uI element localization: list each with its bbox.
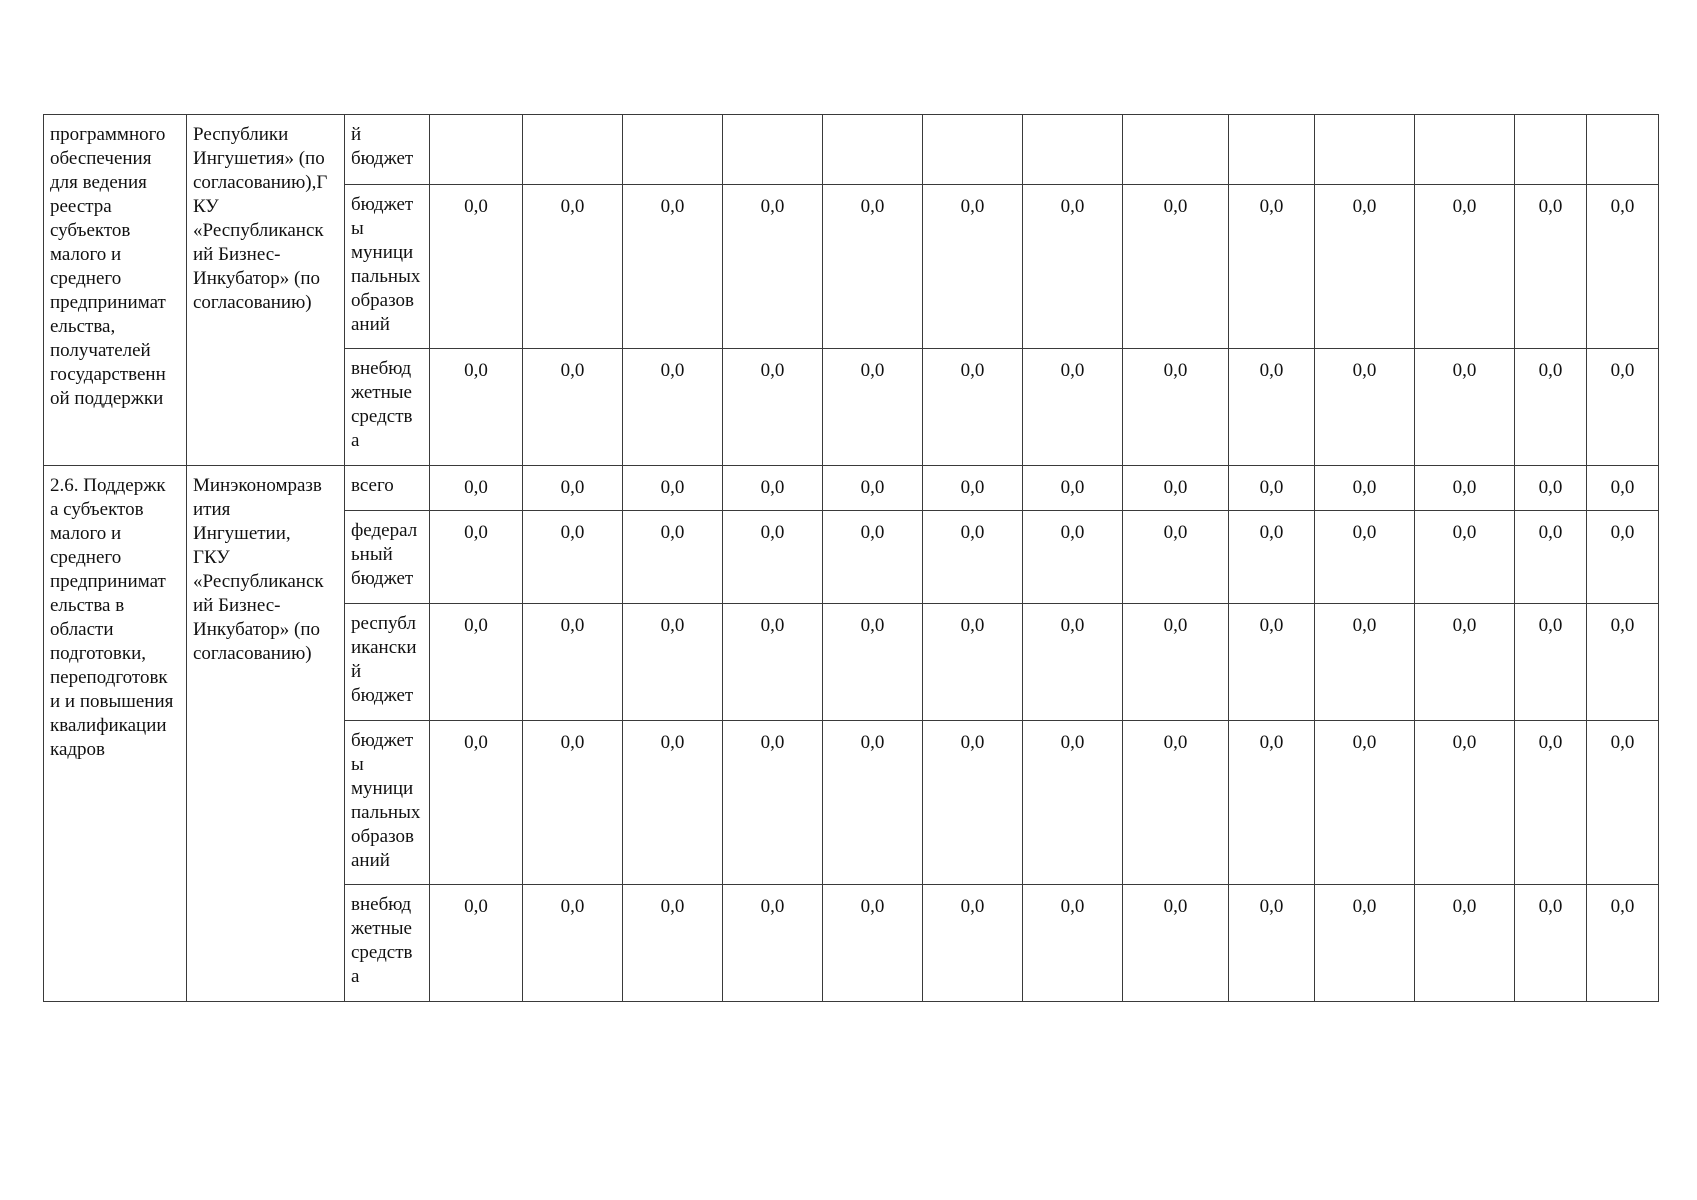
value-cell: 0,0 xyxy=(1023,466,1123,511)
value-cell: 0,0 xyxy=(1023,604,1123,721)
value-cell xyxy=(430,115,523,185)
value-cell: 0,0 xyxy=(923,721,1023,885)
value-cell: 0,0 xyxy=(1123,885,1229,1002)
value-cell: 0,0 xyxy=(1515,349,1587,466)
value-cell: 0,0 xyxy=(1415,349,1515,466)
value-cell: 0,0 xyxy=(1415,466,1515,511)
value-cell: 0,0 xyxy=(623,604,723,721)
value-cell: 0,0 xyxy=(723,466,823,511)
value-cell: 0,0 xyxy=(1123,466,1229,511)
value-cell: 0,0 xyxy=(1587,349,1659,466)
value-cell: 0,0 xyxy=(430,349,523,466)
value-cell: 0,0 xyxy=(1023,885,1123,1002)
value-cell: 0,0 xyxy=(623,349,723,466)
value-cell: 0,0 xyxy=(1415,185,1515,349)
value-cell: 0,0 xyxy=(1515,721,1587,885)
value-cell xyxy=(1123,115,1229,185)
table-body xyxy=(44,115,1659,1002)
value-cell: 0,0 xyxy=(430,185,523,349)
value-cell xyxy=(1515,115,1587,185)
value-cell: 0,0 xyxy=(1229,604,1315,721)
value-cell: 0,0 xyxy=(1415,511,1515,604)
funding-source-cell xyxy=(345,511,430,604)
value-cell: 0,0 xyxy=(523,466,623,511)
value-cell: 0,0 xyxy=(1229,721,1315,885)
value-cell: 0,0 xyxy=(823,185,923,349)
value-cell xyxy=(1587,115,1659,185)
value-cell: 0,0 xyxy=(1123,185,1229,349)
funding-source-label: внебюд жетные средств а xyxy=(351,358,413,451)
value-cell: 0,0 xyxy=(1123,721,1229,885)
value-cell: 0,0 xyxy=(923,604,1023,721)
value-cell: 0,0 xyxy=(823,466,923,511)
value-cell: 0,0 xyxy=(1515,466,1587,511)
value-cell: 0,0 xyxy=(523,721,623,885)
value-cell: 0,0 xyxy=(1587,885,1659,1002)
value-cell: 0,0 xyxy=(430,604,523,721)
value-cell: 0,0 xyxy=(1415,885,1515,1002)
value-cell: 0,0 xyxy=(430,511,523,604)
value-cell: 0,0 xyxy=(1229,885,1315,1002)
value-cell: 0,0 xyxy=(723,511,823,604)
executor-cell xyxy=(187,115,345,466)
funding-source-label: бюджет ы муници пальных образов аний xyxy=(351,730,421,871)
value-cell: 0,0 xyxy=(1123,511,1229,604)
measure-name: программного обеспечения для ведения реестра субъектов малого и среднего предпринимат ельства, получателей государственн ой поддержки xyxy=(50,124,166,409)
value-cell: 0,0 xyxy=(923,349,1023,466)
value-cell: 0,0 xyxy=(1123,349,1229,466)
value-cell: 0,0 xyxy=(1229,349,1315,466)
funding-source-cell xyxy=(345,349,430,466)
executor-cell xyxy=(187,466,345,1002)
value-cell: 0,0 xyxy=(623,185,723,349)
value-cell: 0,0 xyxy=(1023,511,1123,604)
funding-source-label: внебюд жетные средств а xyxy=(351,894,413,987)
value-cell: 0,0 xyxy=(430,721,523,885)
funding-source-cell xyxy=(345,466,430,511)
value-cell: 0,0 xyxy=(1515,604,1587,721)
funding-source-cell xyxy=(345,885,430,1002)
value-cell: 0,0 xyxy=(1587,721,1659,885)
value-cell: 0,0 xyxy=(1515,885,1587,1002)
funding-source-cell xyxy=(345,115,430,185)
value-cell: 0,0 xyxy=(923,511,1023,604)
value-cell: 0,0 xyxy=(723,349,823,466)
value-cell: 0,0 xyxy=(1315,885,1415,1002)
value-cell: 0,0 xyxy=(1315,604,1415,721)
funding-source-cell xyxy=(345,185,430,349)
measure-name-cell xyxy=(44,466,187,1002)
value-cell xyxy=(1023,115,1123,185)
value-cell xyxy=(1415,115,1515,185)
funding-source-cell xyxy=(345,604,430,721)
value-cell: 0,0 xyxy=(723,604,823,721)
value-cell: 0,0 xyxy=(1587,466,1659,511)
value-cell: 0,0 xyxy=(1515,185,1587,349)
value-cell xyxy=(523,115,623,185)
executor-name: Минэкономразв ития Ингушетии, ГКУ «Республиканск ий Бизнес- Инкубатор» (по согласованию) xyxy=(193,475,324,664)
value-cell: 0,0 xyxy=(1315,185,1415,349)
value-cell: 0,0 xyxy=(1023,349,1123,466)
value-cell: 0,0 xyxy=(1229,466,1315,511)
value-cell: 0,0 xyxy=(1587,511,1659,604)
value-cell: 0,0 xyxy=(1315,466,1415,511)
value-cell: 0,0 xyxy=(1315,349,1415,466)
funding-source-label: й бюджет xyxy=(351,124,414,169)
value-cell: 0,0 xyxy=(823,721,923,885)
measure-name: 2.6. Поддержк а субъектов малого и среднего предпринимат ельства в области подготовки, переподготовк и и повышения квалификации кадров xyxy=(50,475,174,760)
funding-source-label: всего xyxy=(351,475,394,496)
executor-name: Республики Ингушетия» (по согласованию),Г КУ «Республиканск ий Бизнес- Инкубатор» (по согласованию) xyxy=(193,124,328,313)
value-cell xyxy=(1315,115,1415,185)
value-cell: 0,0 xyxy=(523,349,623,466)
value-cell: 0,0 xyxy=(623,466,723,511)
value-cell: 0,0 xyxy=(823,511,923,604)
funding-source-label: республ иканcки й бюджет xyxy=(351,613,417,706)
value-cell: 0,0 xyxy=(523,185,623,349)
value-cell: 0,0 xyxy=(1023,721,1123,885)
value-cell: 0,0 xyxy=(823,349,923,466)
value-cell: 0,0 xyxy=(1315,511,1415,604)
value-cell: 0,0 xyxy=(1229,511,1315,604)
value-cell: 0,0 xyxy=(923,185,1023,349)
funding-source-label: бюджет ы муници пальных образов аний xyxy=(351,194,421,335)
value-cell: 0,0 xyxy=(1587,185,1659,349)
value-cell xyxy=(923,115,1023,185)
value-cell: 0,0 xyxy=(1229,185,1315,349)
value-cell: 0,0 xyxy=(823,885,923,1002)
value-cell: 0,0 xyxy=(430,466,523,511)
value-cell: 0,0 xyxy=(723,885,823,1002)
value-cell: 0,0 xyxy=(523,511,623,604)
value-cell xyxy=(623,115,723,185)
value-cell: 0,0 xyxy=(1515,511,1587,604)
value-cell: 0,0 xyxy=(923,885,1023,1002)
value-cell: 0,0 xyxy=(623,885,723,1002)
value-cell: 0,0 xyxy=(430,885,523,1002)
value-cell: 0,0 xyxy=(823,604,923,721)
value-cell: 0,0 xyxy=(623,511,723,604)
value-cell: 0,0 xyxy=(623,721,723,885)
value-cell: 0,0 xyxy=(1587,604,1659,721)
funding-source-label: федерал ьный бюджет xyxy=(351,520,418,589)
value-cell: 0,0 xyxy=(1023,185,1123,349)
value-cell: 0,0 xyxy=(1315,721,1415,885)
value-cell xyxy=(1229,115,1315,185)
value-cell: 0,0 xyxy=(1123,604,1229,721)
funding-source-cell xyxy=(345,721,430,885)
value-cell: 0,0 xyxy=(723,185,823,349)
value-cell xyxy=(723,115,823,185)
value-cell: 0,0 xyxy=(1415,721,1515,885)
value-cell: 0,0 xyxy=(923,466,1023,511)
value-cell: 0,0 xyxy=(523,604,623,721)
value-cell xyxy=(823,115,923,185)
value-cell: 0,0 xyxy=(523,885,623,1002)
value-cell: 0,0 xyxy=(1415,604,1515,721)
budget-table xyxy=(43,114,1659,1002)
measure-name-cell xyxy=(44,115,187,466)
value-cell: 0,0 xyxy=(723,721,823,885)
table-row xyxy=(44,466,1659,511)
table-row xyxy=(44,115,1659,185)
